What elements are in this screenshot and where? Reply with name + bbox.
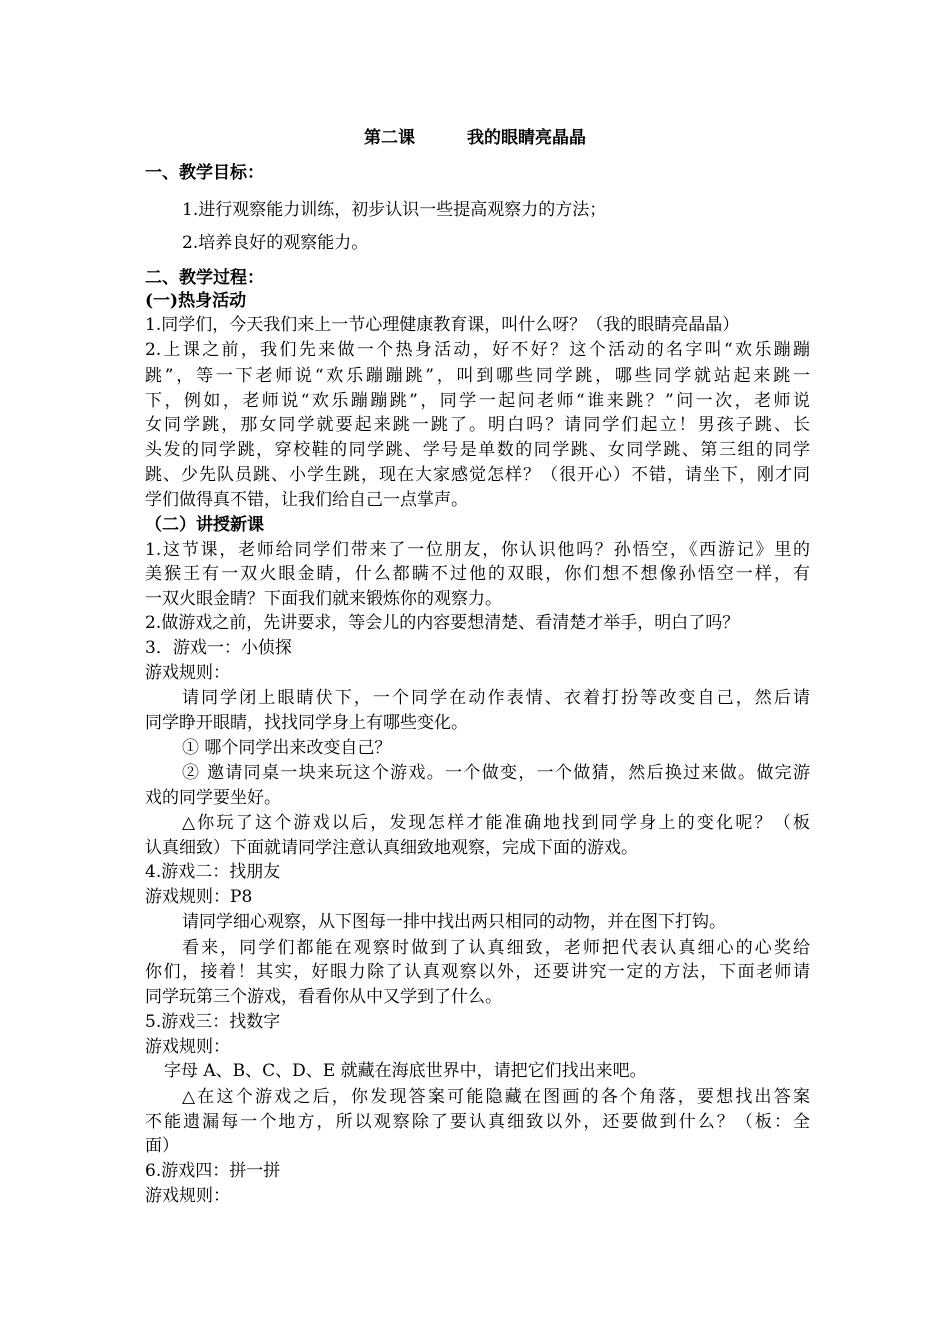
paragraph-line: 下，例如，老师说“欢乐蹦蹦跳”，同学一起问老师“谁来跳？”问一次，老师说: [145, 391, 810, 411]
paragraph-line: ① 哪个同学出来改变自己？: [182, 738, 392, 758]
lesson-title: [0, 126, 950, 150]
paragraph-line: 认真细致）下面就请同学注意认真细致地观察，完成下面的游戏。: [145, 838, 638, 858]
paragraph-line: 1.同学们，今天我们来上一节心理健康教育课，叫什么呀？（我的眼睛亮晶晶）: [145, 315, 740, 335]
paragraph-line: 头发的同学跳，穿校鞋的同学跳、学号是单数的同学跳、女同学跳、第三组的同学: [145, 440, 810, 460]
paragraph-line: 跳、少先队员跳、小学生跳，现在大家感觉怎样？（很开心）不错，请坐下，刚才同: [145, 465, 810, 485]
game-3-rule-label: 游戏规则：: [145, 1037, 230, 1057]
paragraph-line: 你们，接着！其实，好眼力除了认真观察以外，还要讲究一定的方法，下面老师请: [145, 962, 810, 982]
game-3-title: 5.游戏三：找数字: [145, 1012, 281, 1032]
paragraph-line: 字母 A、B、C、D、E 就藏在海底世界中，请把它们找出来吧。: [164, 1061, 647, 1081]
goal-item-1: 1.进行观察能力训练，初步认识一些提高观察力的方法；: [182, 200, 607, 220]
paragraph-line: 请同学细心观察，从下图每一排中找出两只相同的动物，并在图下打钩。: [182, 912, 726, 932]
paragraph-line: 看来，同学们都能在观察时做到了认真细致，老师把代表认真细心的心奖给: [182, 938, 810, 958]
newlesson-heading: （二）讲授新课: [145, 515, 264, 535]
lesson-name: 我的眼睛亮晶晶: [467, 128, 586, 148]
goals-heading: 一、教学目标：: [145, 163, 264, 183]
game-2-title: 4.游戏二：找朋友: [145, 862, 281, 882]
warmup-heading: (一)热身活动: [145, 291, 247, 311]
paragraph-line: 跳”，等一下老师说“欢乐蹦蹦跳”，叫到哪些同学跳，哪些同学就站起来跳一: [145, 366, 810, 386]
paragraph-line: △你玩了这个游戏以后，发现怎样才能准确地找到同学身上的变化呢？（板: [182, 813, 810, 833]
paragraph-line: 同学玩第三个游戏，看看你从中又学到了什么。: [145, 987, 502, 1007]
paragraph-line: 2.上课之前，我们先来做一个热身活动，好不好？这个活动的名字叫“欢乐蹦蹦: [145, 340, 810, 360]
paragraph-line: 请同学闭上眼睛伏下，一个同学在动作表情、衣着打扮等改变自己，然后请: [182, 688, 810, 708]
paragraph-line: 一双火眼金睛？下面我们就来锻炼你的观察力。: [145, 589, 502, 609]
paragraph-line: △在这个游戏之后，你发现答案可能隐藏在图画的各个角落，要想找出答案: [182, 1087, 810, 1107]
paragraph-line: 戏的同学要坐好。: [145, 788, 281, 808]
paragraph-line: 女同学跳，那女同学就要起来跳一跳了。明白吗？请同学们起立！男孩子跳、长: [145, 415, 810, 435]
paragraph-line: ② 邀请同桌一块来玩这个游戏。一个做变，一个做猜，然后换过来做。做完游: [182, 763, 810, 783]
game-2-rule-label: 游戏规则：P8: [145, 887, 253, 907]
paragraph-line: 不能遗漏每一个地方，所以观察除了要认真细致以外，还要做到什么？（板：全: [145, 1112, 810, 1132]
goal-item-2: 2.培养良好的观察能力。: [182, 233, 369, 253]
paragraph-line: 面）: [145, 1136, 179, 1156]
game-4-title: 6.游戏四：拼一拼: [145, 1161, 281, 1181]
game-1-rule-label: 游戏规则：: [145, 663, 230, 683]
game-1-title: 3．游戏一：小侦探: [145, 638, 292, 658]
paragraph-line: 1.这节课，老师给同学们带来了一位朋友，你认识他吗？孙悟空，《西游记》里的: [145, 540, 810, 560]
process-heading: 二、教学过程：: [145, 268, 264, 288]
game-4-rule-label: 游戏规则：: [145, 1186, 230, 1206]
paragraph-line: 同学睁开眼睛，找找同学身上有哪些变化。: [145, 713, 468, 733]
paragraph-line: 2.做游戏之前，先讲要求，等会儿的内容要想清楚、看清楚才举手，明白了吗？: [145, 613, 740, 633]
lesson-number: 第二课: [364, 128, 415, 148]
paragraph-line: 美猴王有一双火眼金睛，什么都瞒不过他的双眼，你们想不想像孙悟空一样，有: [145, 564, 810, 584]
paragraph-line: 学们做得真不错，让我们给自己一点掌声。: [145, 490, 468, 510]
